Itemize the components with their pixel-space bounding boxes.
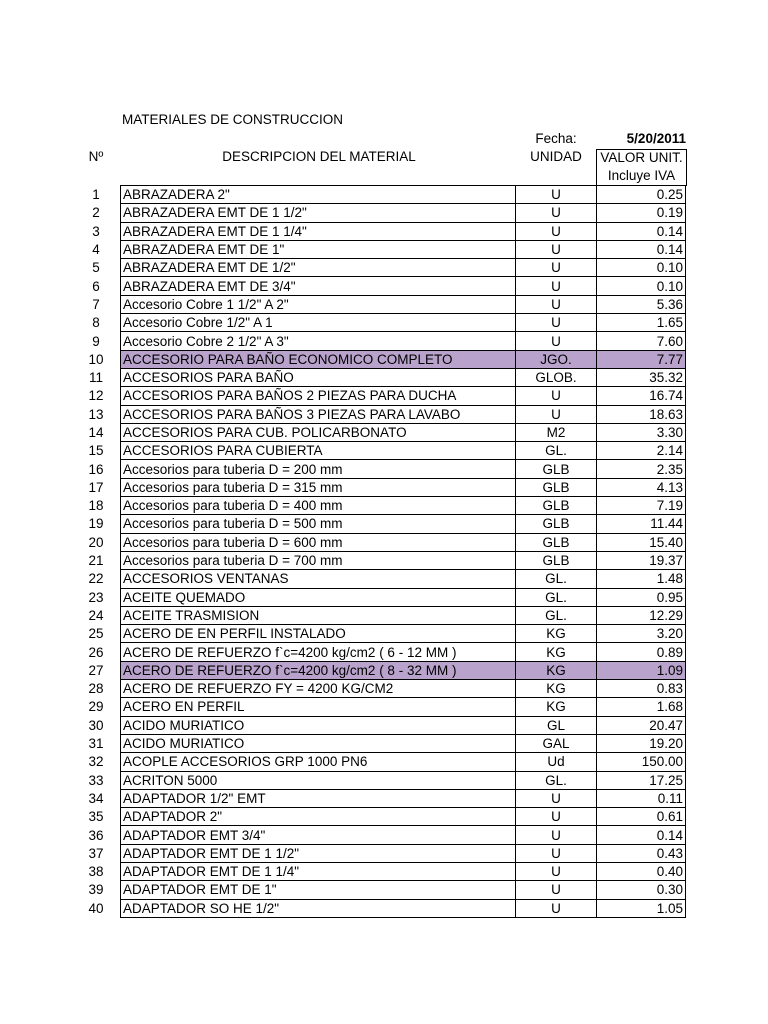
row-value[interactable]: 0.14	[597, 240, 686, 258]
row-number[interactable]: 40	[88, 900, 104, 916]
row-description[interactable]: ADAPTADOR EMT DE 1 1/2"	[121, 844, 516, 862]
table-row	[72, 826, 686, 844]
row-value[interactable]: 11.44	[597, 515, 686, 533]
row-value[interactable]: 4.13	[597, 478, 686, 496]
row-value[interactable]: 1.68	[597, 698, 686, 716]
materials-table	[72, 185, 686, 918]
row-unit[interactable]: GLB	[516, 551, 597, 569]
row-number[interactable]: 23	[88, 589, 104, 605]
row-description[interactable]: ACCESORIOS VENTANAS	[121, 570, 516, 588]
table-row	[72, 515, 686, 533]
header-description: DESCRIPCION DEL MATERIAL	[222, 149, 416, 164]
row-number[interactable]: 34	[88, 790, 104, 806]
header-value-line1: VALOR UNIT.	[600, 150, 683, 165]
row-unit[interactable]: GL.	[516, 606, 597, 624]
row-unit[interactable]: GL.	[516, 771, 597, 789]
row-description[interactable]: ACIDO MURIATICO	[121, 734, 516, 752]
row-description[interactable]: ADAPTADOR EMT DE 1"	[121, 881, 516, 899]
row-unit[interactable]: U	[516, 808, 597, 826]
row-number[interactable]: 6	[92, 278, 100, 294]
row-value[interactable]: 0.25	[597, 186, 686, 204]
row-value[interactable]: 5.36	[597, 295, 686, 313]
table-row	[72, 899, 686, 917]
row-number[interactable]: 11	[88, 370, 103, 386]
row-number[interactable]: 5	[92, 260, 100, 276]
row-number[interactable]: 31	[88, 736, 104, 752]
row-value[interactable]: 0.19	[597, 204, 686, 222]
row-number[interactable]: 24	[88, 607, 104, 623]
row-value[interactable]: 17.25	[597, 771, 686, 789]
table-row	[72, 625, 686, 643]
row-unit[interactable]: U	[516, 387, 597, 405]
row-value[interactable]: 19.37	[597, 551, 686, 569]
row-value[interactable]: 19.20	[597, 734, 686, 752]
row-value[interactable]: 150.00	[597, 753, 686, 771]
row-unit[interactable]: U	[516, 789, 597, 807]
row-unit[interactable]: U	[516, 295, 597, 313]
row-unit[interactable]: U	[516, 277, 597, 295]
row-value[interactable]: 20.47	[597, 716, 686, 734]
table-row	[72, 771, 686, 789]
row-value[interactable]: 7.19	[597, 497, 686, 515]
row-value[interactable]: 2.14	[597, 442, 686, 460]
row-unit[interactable]: Ud	[516, 753, 597, 771]
table-row	[72, 753, 686, 771]
row-number[interactable]: 39	[88, 882, 104, 898]
row-description[interactable]: ABRAZADERA EMT DE 3/4"	[121, 277, 516, 295]
row-number[interactable]: 22	[88, 571, 104, 587]
row-description[interactable]: ABRAZADERA EMT DE 1 1/4"	[121, 222, 516, 240]
row-value[interactable]: 0.43	[597, 844, 686, 862]
date-label: Fecha:	[535, 131, 577, 146]
row-value[interactable]: 35.32	[597, 368, 686, 386]
table-row	[72, 442, 686, 460]
row-value[interactable]: 0.83	[597, 680, 686, 698]
row-description[interactable]: ACCESORIOS PARA CUB. POLICARBONATO	[121, 423, 516, 441]
row-unit[interactable]: U	[516, 844, 597, 862]
row-description[interactable]: ACIDO MURIATICO	[121, 716, 516, 734]
row-unit[interactable]: KG	[516, 661, 597, 679]
table-row	[72, 350, 686, 368]
row-value[interactable]: 0.89	[597, 643, 686, 661]
table-row	[72, 533, 686, 551]
table-row	[72, 240, 686, 258]
row-description[interactable]: ADAPTADOR EMT 3/4"	[121, 826, 516, 844]
row-unit[interactable]: GL	[516, 716, 597, 734]
row-unit[interactable]: U	[516, 826, 597, 844]
row-value[interactable]: 0.10	[597, 277, 686, 295]
table-row	[72, 332, 686, 350]
table-row	[72, 881, 686, 899]
table-row	[72, 680, 686, 698]
row-value[interactable]: 1.05	[597, 899, 686, 917]
table-row	[72, 570, 686, 588]
row-description[interactable]: Accesorios para tuberia D = 315 mm	[121, 478, 516, 496]
table-row	[72, 789, 686, 807]
row-number[interactable]: 33	[88, 772, 104, 788]
row-description[interactable]: ACCESORIOS PARA BAÑOS 2 PIEZAS PARA DUCHA	[121, 387, 516, 405]
table-row	[72, 661, 686, 679]
row-description[interactable]: ABRAZADERA EMT DE 1"	[121, 240, 516, 258]
row-number[interactable]: 25	[88, 626, 104, 642]
row-number[interactable]: 27	[88, 662, 104, 678]
table-row	[72, 862, 686, 880]
row-unit[interactable]: U	[516, 204, 597, 222]
header-value-line2: Incluye IVA	[607, 168, 676, 183]
row-unit[interactable]: U	[516, 314, 597, 332]
row-unit[interactable]: U	[516, 240, 597, 258]
row-description[interactable]: Accesorio Cobre 1 1/2" A 2"	[121, 295, 516, 313]
row-number[interactable]: 18	[88, 498, 104, 514]
row-description[interactable]: Accesorios para tuberia D = 500 mm	[121, 515, 516, 533]
row-description[interactable]: ACERO DE REFUERZO FY = 4200 KG/CM2	[121, 680, 516, 698]
table-row	[72, 259, 686, 277]
row-number[interactable]: 10	[88, 351, 104, 367]
table-row	[72, 551, 686, 569]
row-number[interactable]: 37	[88, 845, 104, 861]
row-value[interactable]: 0.14	[597, 222, 686, 240]
row-number[interactable]: 9	[92, 333, 100, 349]
row-number[interactable]: 15	[88, 443, 104, 459]
row-description[interactable]: Accesorio Cobre 1/2" A 1	[121, 314, 516, 332]
row-number[interactable]: 28	[88, 681, 104, 697]
row-value[interactable]: 1.65	[597, 314, 686, 332]
row-description[interactable]: Accesorios para tuberia D = 400 mm	[121, 497, 516, 515]
row-value[interactable]: 16.74	[597, 387, 686, 405]
row-description[interactable]: Accesorios para tuberia D = 200 mm	[121, 460, 516, 478]
row-description[interactable]: ADAPTADOR 1/2" EMT	[121, 789, 516, 807]
row-unit[interactable]: GLOB.	[516, 368, 597, 386]
row-unit[interactable]: U	[516, 186, 597, 204]
row-number[interactable]: 32	[88, 754, 104, 770]
row-value[interactable]: 18.63	[597, 405, 686, 423]
row-description[interactable]: Accesorios para tuberia D = 700 mm	[121, 551, 516, 569]
row-value[interactable]: 0.95	[597, 588, 686, 606]
table-row	[72, 497, 686, 515]
row-number[interactable]: 14	[88, 425, 104, 440]
row-description[interactable]: ACCESORIOS PARA CUBIERTA	[121, 442, 516, 460]
table-row	[72, 277, 686, 295]
table-row	[72, 186, 686, 204]
row-number[interactable]: 35	[88, 809, 104, 825]
row-value[interactable]: 12.29	[597, 606, 686, 624]
row-unit[interactable]: GL.	[516, 442, 597, 460]
row-value[interactable]: 7.60	[597, 332, 686, 350]
row-value[interactable]: 0.11	[597, 789, 686, 807]
row-unit[interactable]: KG	[516, 680, 597, 698]
row-number[interactable]: 2	[92, 205, 100, 221]
row-unit[interactable]: GAL	[516, 734, 597, 752]
header-number: Nº	[88, 149, 104, 164]
table-row	[72, 716, 686, 734]
row-description[interactable]: ACCESORIO PARA BAÑO ECONOMICO COMPLETO	[121, 350, 516, 368]
page-title: MATERIALES DE CONSTRUCCION	[122, 112, 344, 127]
row-number[interactable]: 38	[88, 864, 104, 880]
row-value[interactable]: 0.30	[597, 881, 686, 899]
row-number[interactable]: 12	[88, 388, 104, 404]
table-row	[72, 423, 686, 441]
row-value[interactable]: 0.10	[597, 259, 686, 277]
table-row	[72, 808, 686, 826]
row-number[interactable]: 7	[92, 296, 100, 312]
row-description[interactable]: Accesorio Cobre 2 1/2" A 3"	[121, 332, 516, 350]
row-value[interactable]: 1.48	[597, 570, 686, 588]
row-number[interactable]: 16	[88, 461, 104, 477]
row-unit[interactable]: GLB	[516, 478, 597, 496]
table-row	[72, 368, 686, 386]
row-description[interactable]: ACCESORIOS PARA BAÑOS 3 PIEZAS PARA LAVABO	[121, 405, 516, 423]
table-row	[72, 460, 686, 478]
row-description[interactable]: ABRAZADERA 2"	[121, 186, 516, 204]
row-unit[interactable]: GLB	[516, 460, 597, 478]
row-description[interactable]: ACEITE TRASMISION	[121, 606, 516, 624]
row-description[interactable]: ACERO DE REFUERZO f`c=4200 kg/cm2 ( 6 - 12 MM )	[121, 643, 516, 661]
row-description[interactable]: ACCESORIOS PARA BAÑO	[121, 368, 516, 386]
row-unit[interactable]: U	[516, 259, 597, 277]
row-description[interactable]: ACRITON 5000	[121, 771, 516, 789]
row-description[interactable]: ADAPTADOR SO HE 1/2"	[121, 899, 516, 917]
row-description[interactable]: ACERO DE REFUERZO f`c=4200 kg/cm2 ( 8 - 32 MM )	[121, 661, 516, 679]
row-unit[interactable]: KG	[516, 643, 597, 661]
row-unit[interactable]: GLB	[516, 497, 597, 515]
row-number[interactable]: 8	[92, 315, 100, 331]
row-number[interactable]: 3	[92, 223, 100, 239]
row-unit[interactable]: U	[516, 862, 597, 880]
row-unit[interactable]: KG	[516, 698, 597, 716]
header-value-cell	[596, 149, 687, 186]
row-number[interactable]: 17	[88, 479, 104, 495]
table-row	[72, 606, 686, 624]
row-unit[interactable]: M2	[516, 423, 597, 441]
row-value[interactable]: 0.61	[597, 808, 686, 826]
row-value[interactable]: 3.30	[597, 423, 686, 441]
row-description[interactable]: Accesorios para tuberia D = 600 mm	[121, 533, 516, 551]
row-unit[interactable]: U	[516, 881, 597, 899]
table-row	[72, 478, 686, 496]
row-description[interactable]: ACERO EN PERFIL	[121, 698, 516, 716]
row-value[interactable]: 15.40	[597, 533, 686, 551]
row-number[interactable]: 30	[88, 717, 104, 733]
row-value[interactable]: 0.14	[597, 826, 686, 844]
table-row	[72, 698, 686, 716]
row-number[interactable]: 20	[88, 534, 104, 550]
table-row	[72, 405, 686, 423]
row-number[interactable]: 19	[88, 516, 104, 532]
row-value[interactable]: 3.20	[597, 625, 686, 643]
row-description[interactable]: ADAPTADOR 2"	[121, 808, 516, 826]
row-value[interactable]: 1.09	[597, 661, 686, 679]
row-unit[interactable]: U	[516, 222, 597, 240]
row-description[interactable]: ABRAZADERA EMT DE 1/2"	[121, 259, 516, 277]
row-description[interactable]: ABRAZADERA EMT DE 1 1/2"	[121, 204, 516, 222]
row-number[interactable]: 26	[88, 644, 104, 660]
header-unit: UNIDAD	[530, 149, 582, 164]
row-value[interactable]: 7.77	[597, 350, 686, 368]
row-number[interactable]: 13	[88, 406, 104, 422]
row-number[interactable]: 4	[92, 242, 100, 258]
table-row	[72, 844, 686, 862]
row-number[interactable]: 1	[92, 187, 100, 203]
table-row	[72, 387, 686, 405]
row-value[interactable]: 0.40	[597, 862, 686, 880]
table-row	[72, 314, 686, 332]
row-description[interactable]: ACEITE QUEMADO	[121, 588, 516, 606]
row-unit[interactable]: U	[516, 899, 597, 917]
row-number[interactable]: 29	[88, 699, 104, 715]
row-unit[interactable]: GL.	[516, 570, 597, 588]
row-unit[interactable]: U	[516, 332, 597, 350]
row-unit[interactable]: GLB	[516, 533, 597, 551]
table-row	[72, 204, 686, 222]
row-unit[interactable]: GL.	[516, 588, 597, 606]
row-number[interactable]: 21	[88, 553, 104, 569]
table-row	[72, 588, 686, 606]
table-row	[72, 295, 686, 313]
row-description[interactable]: ACERO DE EN PERFIL INSTALADO	[121, 625, 516, 643]
table-row	[72, 222, 686, 240]
row-unit[interactable]: GLB	[516, 515, 597, 533]
row-value[interactable]: 2.35	[597, 460, 686, 478]
row-unit[interactable]: JGO.	[516, 350, 597, 368]
table-row	[72, 643, 686, 661]
table-row	[72, 734, 686, 752]
date-value: 5/20/2011	[626, 131, 686, 146]
row-unit[interactable]: U	[516, 405, 597, 423]
row-number[interactable]: 36	[88, 827, 104, 843]
row-description[interactable]: ACOPLE ACCESORIOS GRP 1000 PN6	[121, 753, 516, 771]
row-description[interactable]: ADAPTADOR EMT DE 1 1/4"	[121, 862, 516, 880]
row-unit[interactable]: KG	[516, 625, 597, 643]
